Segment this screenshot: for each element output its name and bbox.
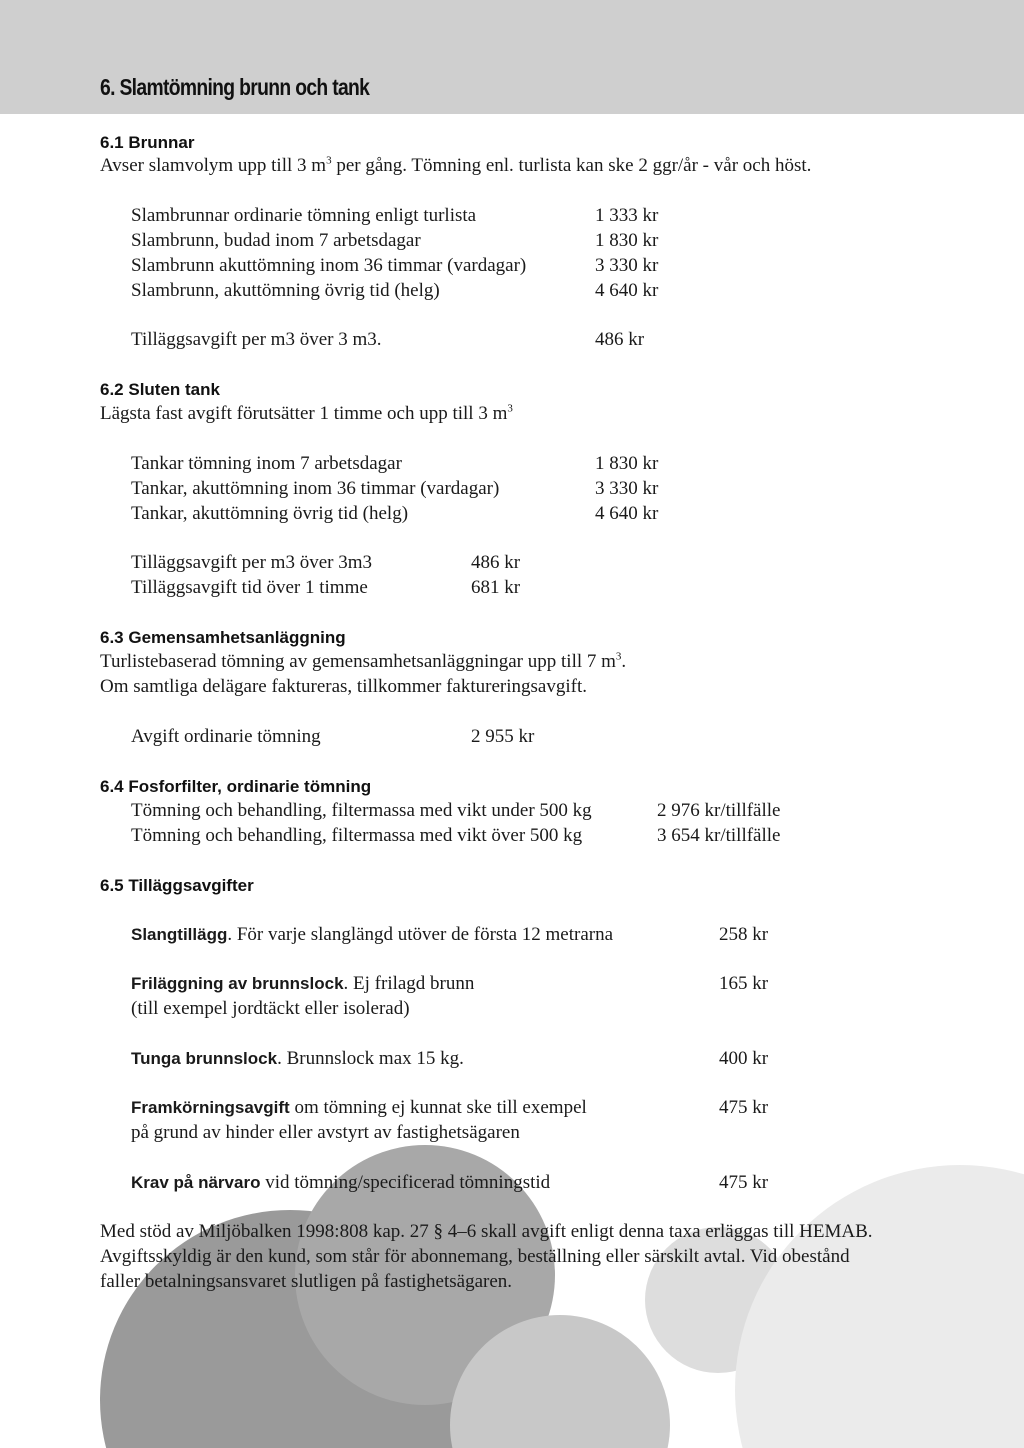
section-6-2-intro: Lägsta fast avgift förutsätter 1 timme och upp till 3 $m^3$ bbox=[100, 402, 513, 424]
footer-line: Avgiftsskyldig är den kund, som står för abonnemang, beställning eller särskilt avtal. Vid obestånd bbox=[100, 1246, 850, 1267]
price-row-label: Tömning och behandling, filtermassa med vikt under 500 kg bbox=[131, 800, 592, 821]
price-row-value: 1 830 kr bbox=[595, 453, 659, 474]
extra-fee-label: Tilläggsavgift tid över 1 timme bbox=[131, 577, 368, 598]
price-row-label: Slambrunnar ordinarie tömning enligt turlista bbox=[131, 205, 477, 226]
price-row-label: Tankar tömning inom 7 arbetsdagar bbox=[131, 453, 402, 474]
fee-item-price: 475 kr bbox=[719, 1172, 769, 1193]
price-row-value: 2 955 kr bbox=[471, 726, 535, 747]
page-title: 6. Slamtömning brunn och tank bbox=[100, 74, 370, 100]
fee-item-description-line-2: (till exempel jordtäckt eller isolerad) bbox=[131, 998, 410, 1019]
extra-fee-value: 681 kr bbox=[471, 577, 521, 598]
price-row-label: Tankar, akuttömning övrig tid (helg) bbox=[131, 503, 409, 524]
price-row-label: Avgift ordinarie tömning bbox=[131, 726, 321, 747]
fee-item-price: 258 kr bbox=[719, 924, 769, 945]
fee-item-name: Tunga brunnslock bbox=[131, 1049, 278, 1068]
section-6-3-heading: 6.3 Gemensamhetsanläggning bbox=[100, 628, 346, 647]
fee-item-name: Slangtillägg bbox=[131, 925, 228, 944]
price-row-label: Slambrunn, budad inom 7 arbetsdagar bbox=[131, 230, 421, 251]
fee-item-price: 475 kr bbox=[719, 1097, 769, 1118]
fee-item-description: Framkörningsavgift om tömning ej kunnat ske till exempel bbox=[131, 1097, 587, 1118]
price-row-value: 1 830 kr bbox=[595, 230, 659, 251]
fee-item-name: Framkörningsavgift bbox=[131, 1098, 290, 1117]
price-row-value: 3 330 kr bbox=[595, 255, 659, 276]
price-row-label: Tömning och behandling, filtermassa med vikt över 500 kg bbox=[131, 825, 583, 846]
fee-item-price: 165 kr bbox=[719, 973, 769, 994]
price-row-value: 3 330 kr bbox=[595, 478, 659, 499]
fee-item-description: Krav på närvaro vid tömning/specificerad tömningstid bbox=[131, 1172, 551, 1193]
price-row-label: Tankar, akuttömning inom 36 timmar (vardagar) bbox=[131, 478, 500, 499]
extra-fee-value: 486 kr bbox=[595, 329, 645, 350]
extra-fee-value: 486 kr bbox=[471, 552, 521, 573]
fee-item-description: Slangtillägg. För varje slanglängd utöver de första 12 metrarna bbox=[131, 924, 614, 945]
section-6-2-heading: 6.2 Sluten tank bbox=[100, 380, 220, 399]
fee-item-description: Friläggning av brunnslock. Ej frilagd brunn bbox=[131, 973, 475, 994]
section-6-1-intro: Avser slamvolym upp till 3 $m^3$ per gång. Tömning enl. turlista kan ske 2 ggr/år - vår och höst. bbox=[100, 154, 812, 176]
fee-item-name: Friläggning av brunnslock bbox=[131, 974, 344, 993]
fee-item-description: Tunga brunnslock. Brunnslock max 15 kg. bbox=[131, 1048, 464, 1069]
section-6-3-line-2: Om samtliga delägare faktureras, tillkommer faktureringsavgift. bbox=[100, 676, 587, 697]
section-6-1-heading: 6.1 Brunnar bbox=[100, 133, 195, 152]
price-row-label: Slambrunn, akuttömning övrig tid (helg) bbox=[131, 280, 440, 301]
footer-line: Med stöd av Miljöbalken 1998:808 kap. 27 § 4–6 skall avgift enligt denna taxa erläggas till HEMAB. bbox=[100, 1221, 873, 1242]
section-6-5-heading: 6.5 Tilläggsavgifter bbox=[100, 876, 254, 895]
price-row-value: 1 333 kr bbox=[595, 205, 659, 226]
price-row-value: 4 640 kr bbox=[595, 280, 659, 301]
fee-item-description-line-2: på grund av hinder eller avstyrt av fastighetsägaren bbox=[131, 1122, 520, 1143]
fee-item-name: Krav på närvaro bbox=[131, 1173, 261, 1192]
price-row-value: 4 640 kr bbox=[595, 503, 659, 524]
price-row-value: 3 654 kr/tillfälle bbox=[657, 825, 781, 846]
section-6-4-heading: 6.4 Fosforfilter, ordinarie tömning bbox=[100, 777, 372, 796]
extra-fee-label: Tilläggsavgift per m3 över 3 m3. bbox=[131, 329, 382, 350]
footer-line: faller betalningsansvaret slutligen på fastighetsägaren. bbox=[100, 1271, 513, 1292]
fee-item-price: 400 kr bbox=[719, 1048, 769, 1069]
extra-fee-label: Tilläggsavgift per m3 över 3m3 bbox=[131, 552, 372, 573]
price-row-value: 2 976 kr/tillfälle bbox=[657, 800, 781, 821]
price-row-label: Slambrunn akuttömning inom 36 timmar (vardagar) bbox=[131, 255, 527, 276]
section-6-3-line-1: Turlistebaserad tömning av gemensamhetsanläggningar upp till 7 $m^3$. bbox=[100, 650, 627, 672]
